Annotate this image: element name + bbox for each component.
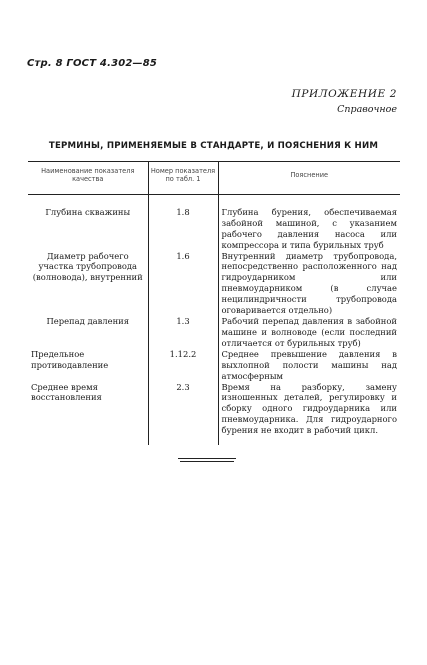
header-number: Номер показателя по табл. 1 <box>148 162 218 195</box>
term-name: Глубина скважины <box>45 206 131 217</box>
term-name: Диаметр рабочего участка трубопровода (волновода), внутренний <box>32 250 143 283</box>
term-number: 1.8 <box>148 194 218 250</box>
term-number: 1.12.2 <box>148 349 218 382</box>
spacer-cell <box>148 436 218 445</box>
term-explanation: Время на разборку, замену изношенных деталей, регулировку и сборку одного гидроударника или пневмоударника. Для гидроударного бурения не входит в рабочий цикл. <box>218 382 400 437</box>
header-explanation: Пояснение <box>218 162 400 195</box>
end-rule <box>180 461 234 462</box>
table-row <box>28 194 400 250</box>
term-name: Перепад давления <box>46 316 130 327</box>
section-title: ТЕРМИНЫ, ПРИМЕНЯЕМЫЕ В СТАНДАРТЕ, И ПОЯСНЕНИЯ К НИМ <box>48 141 379 151</box>
term-name: Среднее время восстановления <box>31 381 102 403</box>
terms-table <box>28 161 400 445</box>
term-number: 1.3 <box>148 316 218 349</box>
term-name: Предельное противодавление <box>31 348 109 370</box>
term-number: 2.3 <box>148 382 218 437</box>
term-explanation: Среднее превышение давления в выхлопной полости машины над атмосферным <box>218 349 400 382</box>
term-explanation: Рабочий перепад давления в забойной машине и волноводе (если последний отличается от бурильных труб) <box>218 316 400 349</box>
appendix-subtitle: Справочное <box>337 104 397 115</box>
appendix-block <box>292 88 397 115</box>
end-rule <box>178 458 236 459</box>
table-row <box>28 316 400 349</box>
page-header: Стр. 8 ГОСТ 4.302—85 <box>27 58 158 69</box>
table-row <box>28 349 400 382</box>
spacer-cell <box>218 436 400 445</box>
term-number: 1.6 <box>148 251 218 317</box>
term-explanation: Глубина бурения, обеспечиваемая забойной машиной, с указанием рабочего давления насоса или компрессора и типа бурильных труб <box>218 194 400 250</box>
table-bottom-spacer <box>28 436 400 445</box>
table-row <box>28 251 400 317</box>
header-name: Наименование показателя качества <box>28 162 148 195</box>
table-header-row <box>28 162 400 195</box>
appendix-title: ПРИЛОЖЕНИЕ 2 <box>291 88 397 100</box>
term-explanation: Внутренний диаметр трубопровода, непосредственно расположенного над гидроударником или пневмоударником (в случае нецилиндричности трубопровода оговаривается отдельно) <box>218 251 400 317</box>
table-row <box>28 382 400 437</box>
spacer-cell <box>28 436 148 445</box>
